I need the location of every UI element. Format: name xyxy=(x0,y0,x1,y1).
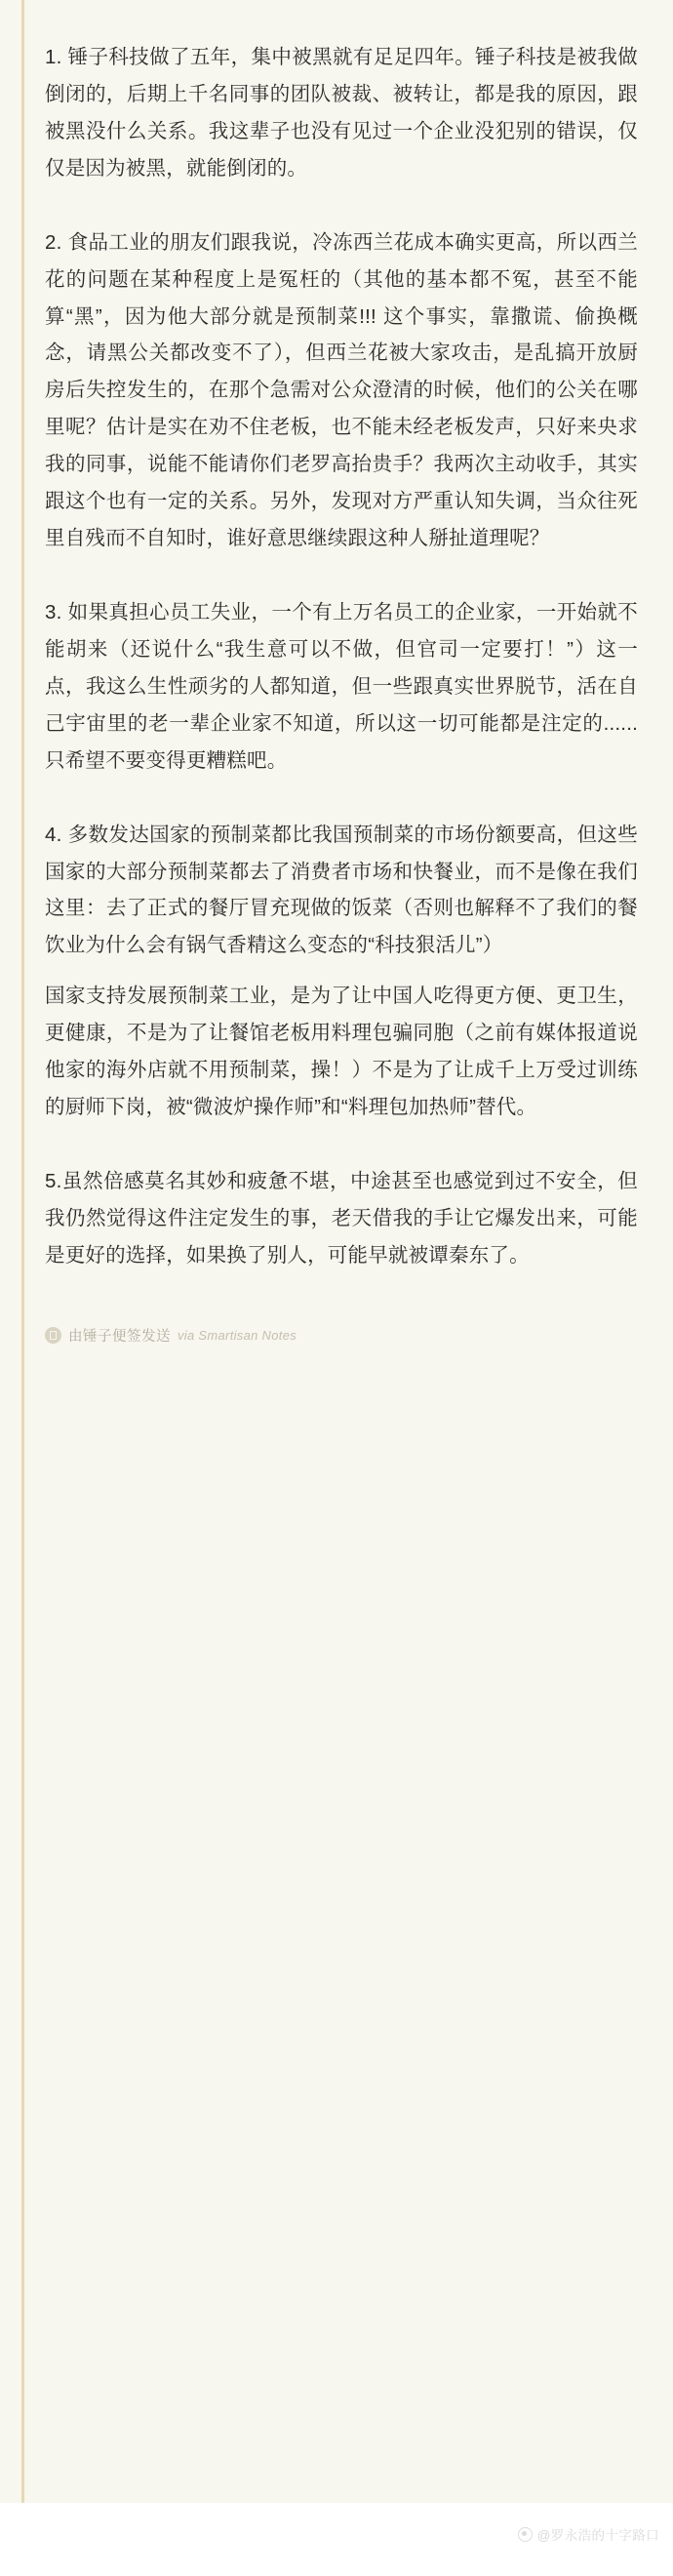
note-paragraph: 国家支持发展预制菜工业，是为了让中国人吃得更方便、更卫生，更健康，不是为了让餐馆老板用料理包骗同胞（之前有媒体报道说他家的海外店就不用预制菜，操！）不是为了让成千上万受过训练的厨师下岗，被“微波炉操作师”和“料理包加热师”替代。 xyxy=(45,985,638,1119)
note-paragraph: 5.虽然倍感莫名其妙和疲惫不堪，中途甚至也感觉到过不安全，但我仍然觉得这件注定发生的事，老天借我的手让它爆发出来，可能是更好的选择，如果换了别人，可能早就被谭秦东了。 xyxy=(45,1169,638,1267)
note-source-label: 由锤子便签发送 xyxy=(68,1328,171,1345)
note-paragraph: 1. 锤子科技做了五年，集中被黑就有足足四年。锤子科技是被我做倒闭的，后期上千名同事的团队被裁、被转让，都是我的原因，跟被黑没什么关系。我这辈子也没有见过一个企业没犯别的错误，仅仅是因为被黑，就能倒闭的。 xyxy=(45,46,638,180)
left-rule-decoration xyxy=(21,0,24,2503)
note-icon xyxy=(45,1327,61,1344)
note-footer xyxy=(35,1300,638,1353)
note-via-label: via Smartisan Notes xyxy=(178,1327,297,1343)
weibo-eye-icon xyxy=(518,2527,533,2542)
watermark xyxy=(518,2524,659,2544)
note-paragraph: 3. 如果真担心员工失业，一个有上万名员工的企业家，一开始就不能胡来（还说什么“我生意可以不做，但官司一定要打！”）这一点，我这么生性顽劣的人都知道，但一些跟真实世界脱节，活在自己宇宙里的老一辈企业家不知道，所以这一切可能都是注定的......只希望不要变得更糟糕吧。 xyxy=(45,600,638,772)
note-paragraph: 4. 多数发达国家的预制菜都比我国预制菜的市场份额要高，但这些国家的大部分预制菜都去了消费者市场和快餐业，而不是像在我们这里：去了正式的餐厅冒充现做的饭菜（否则也解释不了我们的餐饮业为什么会有锅气香精这么变态的“科技狠活儿”） xyxy=(45,823,638,957)
watermark-text: @罗永浩的十字路口 xyxy=(536,2528,659,2543)
note-paragraph: 2. 食品工业的朋友们跟我说，冷冻西兰花成本确实更高，所以西兰花的问题在某种程度上是冤枉的（其他的基本都不冤，甚至不能算“黑”，因为他大部分就是预制菜!!! 这个事实，靠撒谎、偷换概念，请黑公关都改变不了），但西兰花被大家攻击，是乱搞开放厨房后失控发生的，在那个急需对公众澄清的时候，他们的公关在哪里呢？估计是实在劝不住老板，也不能未经老板发声，只好来央求我的同事，说能不能请你们老罗高抬贵手？我两次主动收手，其实跟这个也有一定的关系。另外，发现对方严重认知失调，当众往死里自残而不自知时，谁好意思继续跟这种人掰扯道理呢？ xyxy=(45,230,638,550)
note-body xyxy=(35,39,638,1274)
bottom-bar xyxy=(0,2503,673,2576)
